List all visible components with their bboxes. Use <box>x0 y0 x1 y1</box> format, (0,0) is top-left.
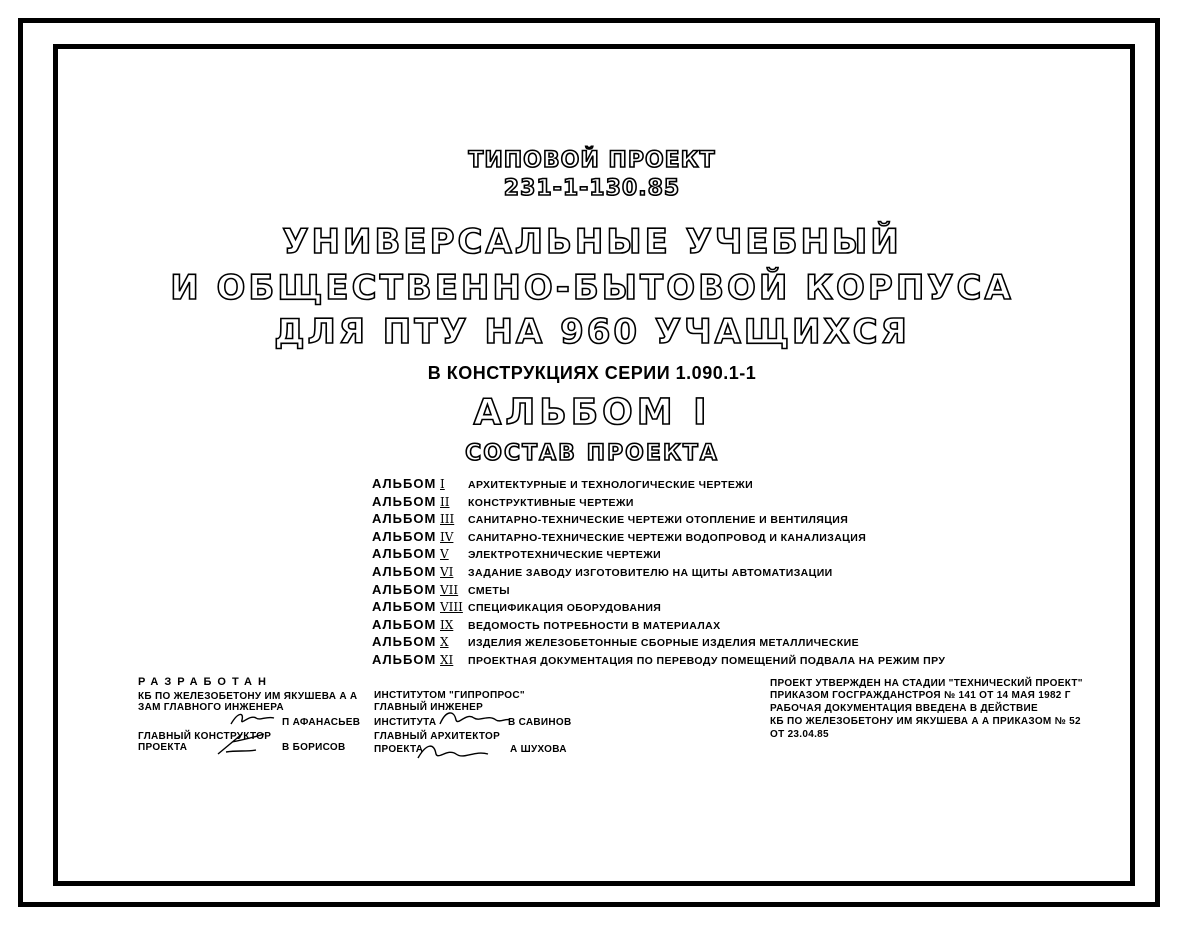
album-number: VI <box>440 564 454 579</box>
list-item <box>372 617 945 635</box>
album-number: II <box>440 494 450 509</box>
album-description: СПЕЦИФИКАЦИЯ ОБОРУДОВАНИЯ <box>468 602 662 615</box>
album-word: АЛЬБОМ <box>372 493 437 509</box>
list-item <box>372 599 945 617</box>
album-description: ЗАДАНИЕ ЗАВОДУ ИЗГОТОВИТЕЛЮ НА ЩИТЫ АВТОМАТИЗАЦИИ <box>468 566 833 579</box>
approval-line-1: ПРОЕКТ УТВЕРЖДЕН НА СТАДИИ "ТЕХНИЧЕСКИЙ ПРОЕКТ" <box>770 678 1083 689</box>
project-number: 231-1-130.85 <box>503 176 681 201</box>
list-item <box>372 546 945 564</box>
approval-line-5: ОТ 23.04.85 <box>770 729 829 740</box>
institute-name-1: В САВИНОВ <box>508 717 572 728</box>
album-description: АРХИТЕКТУРНЫЕ И ТЕХНОЛОГИЧЕСКИЕ ЧЕРТЕЖИ <box>468 479 754 491</box>
album-number: XI <box>440 652 454 667</box>
project-type-label: ТИПОВОЙ ПРОЕКТ <box>468 148 716 173</box>
album-description: ВЕДОМОСТЬ ПОТРЕБНОСТИ В МАТЕРИАЛАХ <box>468 619 721 632</box>
album-number: IV <box>440 529 454 544</box>
signature-afanasyev <box>228 708 278 730</box>
developer-role-2a: ГЛАВНЫЙ КОНСТРУКТОР <box>138 731 272 742</box>
album-number: VIII <box>440 600 463 615</box>
album-number: I <box>440 477 445 491</box>
institute-name-2: А ШУХОВА <box>510 744 567 755</box>
album-list <box>372 476 945 670</box>
album-word: АЛЬБОМ <box>372 651 437 667</box>
institute-role-1b: ИНСТИТУТА <box>374 717 437 728</box>
developer-name-2: В БОРИСОВ <box>282 742 346 753</box>
developer-heading: РАЗРАБОТАН <box>138 676 272 688</box>
album-description: САНИТАРНО-ТЕХНИЧЕСКИЕ ЧЕРТЕЖИ ВОДОПРОВОД И КАНАЛИЗАЦИЯ <box>468 531 867 544</box>
institute-role-1a: ГЛАВНЫЙ ИНЖЕНЕР <box>374 702 484 713</box>
album-word: АЛЬБОМ <box>372 528 437 544</box>
title-line-3: ДЛЯ ПТУ НА 960 УЧАЩИХСЯ <box>274 312 910 352</box>
list-item <box>372 564 945 582</box>
title-line-2: И ОБЩЕСТВЕННО-БЫТОВОЙ КОРПУСА <box>170 268 1014 308</box>
album-description: ПРОЕКТНАЯ ДОКУМЕНТАЦИЯ ПО ПЕРЕВОДУ ПОМЕЩЕНИЙ ПОДВАЛА НА РЕЖИМ ПРУ <box>468 654 946 667</box>
composition-title: СОСТАВ ПРОЕКТА <box>465 441 719 466</box>
album-description: ИЗДЕЛИЯ ЖЕЛЕЗОБЕТОННЫЕ СБОРНЫЕ ИЗДЕЛИЯ МЕТАЛЛИЧЕСКИЕ <box>468 637 859 650</box>
signature-borisov <box>212 728 272 758</box>
list-item <box>372 529 945 547</box>
list-item <box>372 494 945 512</box>
album-word: АЛЬБОМ <box>372 546 437 562</box>
signature-savinov <box>436 706 512 730</box>
album-number: III <box>440 512 455 527</box>
album-word: АЛЬБОМ <box>372 476 437 491</box>
album-number: IX <box>440 617 454 632</box>
album-word: АЛЬБОМ <box>372 511 437 527</box>
approval-line-4: КБ ПО ЖЕЛЕЗОБЕТОНУ ИМ ЯКУШЕВА А А ПРИКАЗОМ № 52 <box>770 716 1081 727</box>
album-description: КОНСТРУКТИВНЫЕ ЧЕРТЕЖИ <box>468 496 634 509</box>
album-word: АЛЬБОМ <box>372 563 437 579</box>
album-word: АЛЬБОМ <box>372 634 437 650</box>
album-title: АЛЬБОМ I <box>473 392 711 433</box>
institute-role-2b: ПРОЕКТА <box>374 744 424 755</box>
developer-org: КБ ПО ЖЕЛЕЗОБЕТОНУ ИМ ЯКУШЕВА А А <box>138 691 358 702</box>
developer-name-1: П АФАНАСЬЕВ <box>282 717 361 728</box>
list-item <box>372 652 945 670</box>
album-word: АЛЬБОМ <box>372 616 437 632</box>
album-word: АЛЬБОМ <box>372 581 437 597</box>
album-description: ЭЛЕКТРОТЕХНИЧЕСКИЕ ЧЕРТЕЖИ <box>468 549 662 562</box>
developer-role-1: ЗАМ ГЛАВНОГО ИНЖЕНЕРА <box>138 702 284 713</box>
developer-role-2b: ПРОЕКТА <box>138 742 188 753</box>
album-number: X <box>440 635 449 650</box>
list-item <box>372 634 945 652</box>
series-line: В КОНСТРУКЦИЯХ СЕРИИ 1.090.1-1 <box>427 363 757 383</box>
album-description: САНИТАРНО-ТЕХНИЧЕСКИЕ ЧЕРТЕЖИ ОТОПЛЕНИЕ И ВЕНТИЛЯЦИЯ <box>468 514 849 527</box>
approval-line-2: ПРИКАЗОМ ГОСГРАЖДАНСТРОЯ № 141 ОТ 14 МАЯ 1982 Г <box>770 690 1071 701</box>
institute-line: ИНСТИТУТОМ "ГИПРОПРОС" <box>374 690 525 701</box>
album-word: АЛЬБОМ <box>372 599 437 615</box>
album-description: СМЕТЫ <box>468 584 510 597</box>
signature-shukhova <box>412 738 492 764</box>
list-item <box>372 511 945 529</box>
list-item <box>372 476 945 494</box>
album-number: VII <box>440 582 459 597</box>
title-line-1: УНИВЕРСАЛЬНЫЕ УЧЕБНЫЙ <box>282 222 902 262</box>
list-item <box>372 582 945 600</box>
institute-role-2a: ГЛАВНЫЙ АРХИТЕКТОР <box>374 731 501 742</box>
approval-line-3: РАБОЧАЯ ДОКУМЕНТАЦИЯ ВВЕДЕНА В ДЕЙСТВИЕ <box>770 703 1039 714</box>
album-number: V <box>440 547 449 562</box>
